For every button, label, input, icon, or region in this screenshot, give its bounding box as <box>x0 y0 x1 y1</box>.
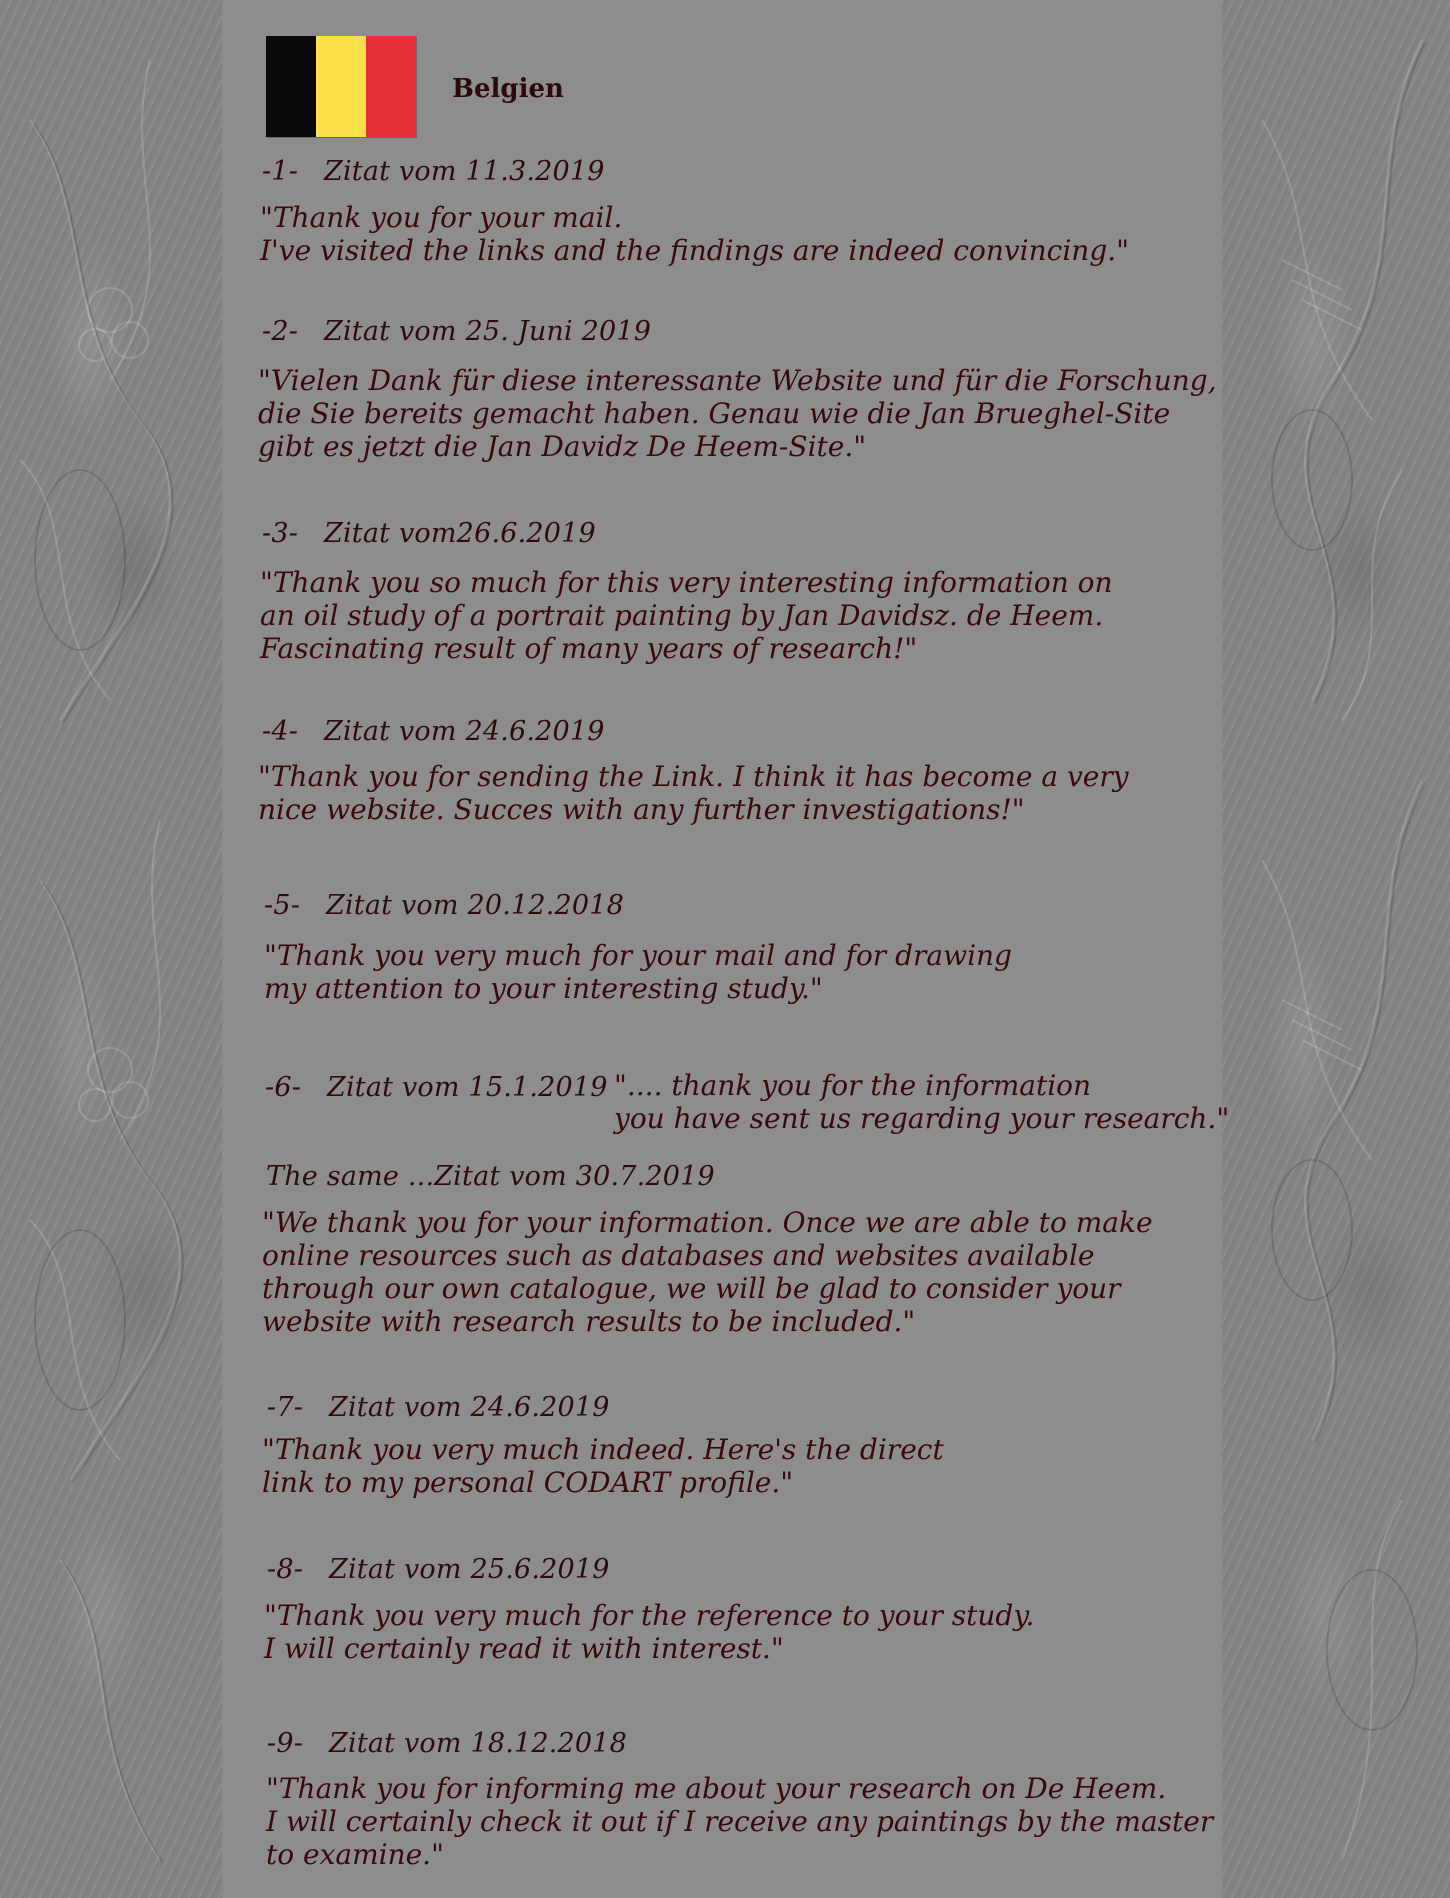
entry-number: -7- <box>267 1392 304 1423</box>
entry-quote: "Thank you very much for the reference to your study. I will certainly read it with interest." <box>264 1599 1035 1665</box>
entry-title <box>264 890 624 921</box>
entry-title <box>262 716 605 747</box>
entry-date: Zitat vom 11.3.2019 <box>324 156 605 187</box>
entry-title <box>267 1392 610 1423</box>
entry-number: -3- <box>262 518 299 549</box>
entry-title <box>267 1554 610 1585</box>
entry-title <box>262 518 596 549</box>
flag-yellow-stripe <box>316 36 366 137</box>
entry-quote: "Thank you for sending the Link. I think it has become a very nice website. Succes with any further investigations!" <box>258 760 1129 826</box>
entry-number: -5- <box>264 890 301 921</box>
entry-number: -8- <box>267 1554 304 1585</box>
entry-quote: "Thank you very much for your mail and for drawing my attention to your interesting study." <box>264 939 1012 1005</box>
entry-date: Zitat vom 15.1.2019 <box>327 1072 608 1103</box>
entry-quote: ".... thank you for the information you have sent us regarding your research." <box>614 1069 1230 1135</box>
entry-quote: "Thank you for your mail. I've visited the links and the findings are indeed convincing." <box>260 201 1130 267</box>
entry-title <box>267 1728 627 1759</box>
entry-date: Zitat vom 25.6.2019 <box>329 1554 610 1585</box>
belgium-flag-icon <box>266 36 416 137</box>
entry-title <box>262 316 651 347</box>
entry-quote: "Thank you so much for this very interesting information on an oil study of a portrait painting by Jan Davidsz. de Heem. Fascinating result of many years of research!" <box>260 566 1113 665</box>
entry-date: Zitat vom 20.12.2018 <box>326 890 625 921</box>
entry-date: Zitat vom 24.6.2019 <box>329 1392 610 1423</box>
entry-title <box>266 1161 715 1192</box>
entry-number: -2- <box>262 316 299 347</box>
embossed-floral-pattern-right <box>1222 0 1450 1898</box>
entry-quote: "Thank you very much indeed. Here's the direct link to my personal CODART profile." <box>262 1433 944 1499</box>
right-decorative-background <box>1222 0 1450 1898</box>
entry-date: Zitat vom26.6.2019 <box>324 518 596 549</box>
entry-quote: "Thank you for informing me about your research on De Heem. I will certainly check it out if I receive any paintings by the master to examine." <box>266 1772 1214 1871</box>
entry-date: The same ...Zitat vom 30.7.2019 <box>266 1161 715 1192</box>
flag-black-stripe <box>266 36 316 137</box>
left-decorative-background <box>0 0 222 1898</box>
entry-title <box>262 156 605 187</box>
entry-date: Zitat vom 18.12.2018 <box>329 1728 628 1759</box>
entry-title <box>265 1072 608 1103</box>
entry-date: Zitat vom 25. Juni 2019 <box>324 316 652 347</box>
entry-number: -9- <box>267 1728 304 1759</box>
entry-date: Zitat vom 24.6.2019 <box>324 716 605 747</box>
embossed-floral-pattern-left <box>0 0 222 1898</box>
entry-number: -6- <box>265 1072 302 1103</box>
entry-number: -4- <box>262 716 299 747</box>
entry-quote: "We thank you for your information. Once we are able to make online resources such as databases and websites available through our own catalogue, we will be glad to consider your website with research results to be included." <box>262 1206 1153 1338</box>
entry-quote: "Vielen Dank für diese interessante Website und für die Forschung, die Sie bereits gemacht haben. Genau wie die Jan Brueghel-Site gibt es jetzt die Jan Davidz De Heem-Site." <box>258 364 1217 463</box>
entry-number: -1- <box>262 156 299 187</box>
flag-red-stripe <box>366 36 416 137</box>
country-heading: Belgien <box>452 74 564 104</box>
